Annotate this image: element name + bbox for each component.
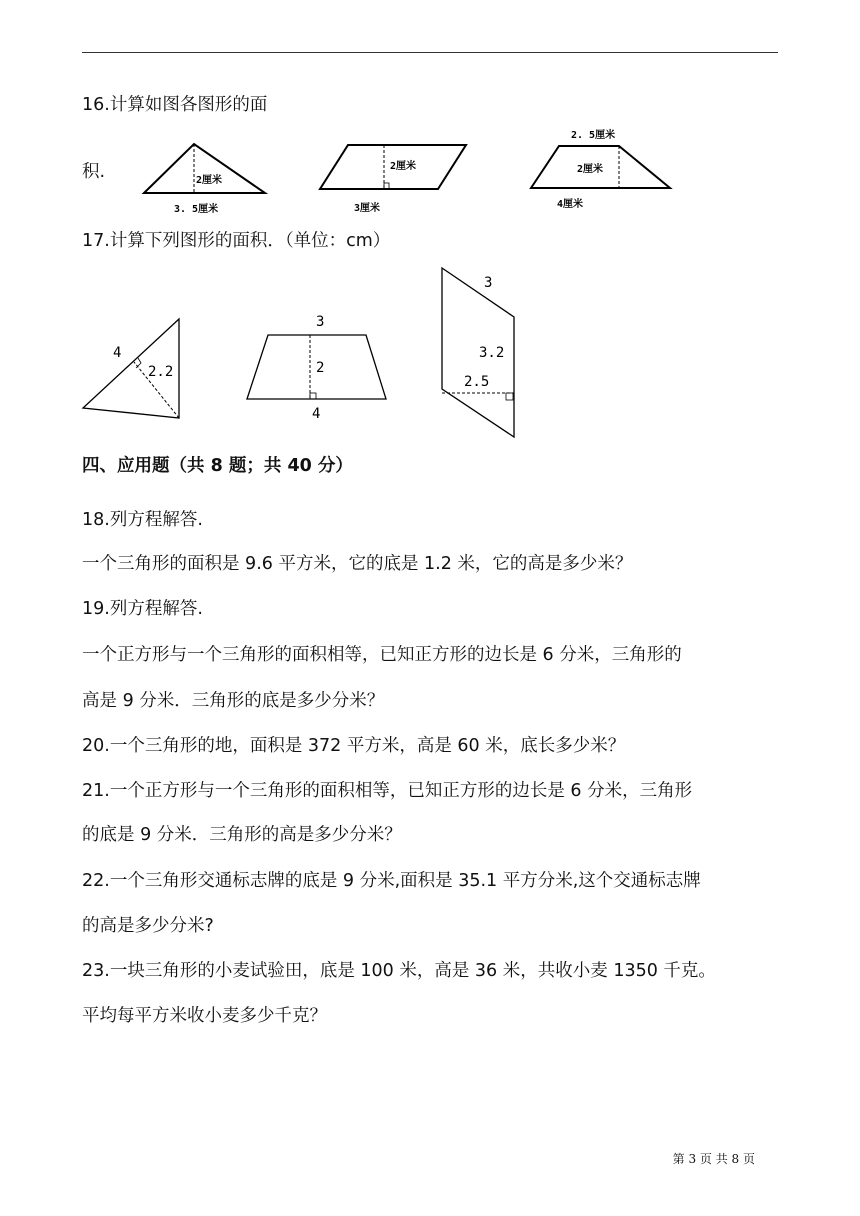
q21-line1: 21.一个正方形与一个三角形的面积相等，已知正方形的边长是 6 分米，三角形	[82, 781, 693, 801]
q20-text: 20.一个三角形的地，面积是 372 平方米，高是 60 米，底长多少米？	[82, 736, 626, 756]
q17-parallelogram-figure	[436, 262, 521, 442]
q19-body-line2: 高是 9 分米．三角形的底是多少分米？	[82, 691, 385, 711]
q16-trap-top-label: 2. 5厘米	[571, 130, 616, 141]
q17-triangle-figure	[78, 312, 186, 420]
q21-line2: 的底是 9 分米．三角形的高是多少分米？	[82, 825, 402, 845]
q17-para-top-label: 3	[484, 275, 493, 291]
q16-trap-bottom-label: 4厘米	[557, 199, 584, 210]
q17-trap-height-label: 2	[316, 360, 325, 376]
q19-title: 19.列方程解答.	[82, 599, 203, 619]
q17-trapezoid-figure	[240, 310, 392, 425]
q16-parallelogram-figure	[314, 138, 474, 216]
q16-triangle-figure	[138, 138, 273, 216]
q22-line2: 的高是多少分米?	[82, 916, 214, 936]
page-footer: 第 3 页 共 8 页	[672, 1152, 755, 1166]
q16-text-line1: 16.计算如图各图形的面	[82, 95, 268, 115]
q23-line1: 23.一块三角形的小麦试验田，底是 100 米，高是 36 米，共收小麦 1350 千克。	[82, 961, 716, 981]
section-4-heading: 四、应用题（共 8 题；共 40 分）	[82, 456, 353, 476]
q17-trap-bottom-label: 4	[312, 406, 321, 422]
q16-tri-base-label: 3. 5厘米	[174, 204, 219, 215]
q18-body: 一个三角形的面积是 9.6 平方米，它的底是 1.2 米，它的高是多少米？	[82, 554, 633, 574]
q22-line1: 22.一个三角形交通标志牌的底是 9 分米,面积是 35.1 平方分米,这个交通标志牌	[82, 871, 701, 891]
q16-para-base-label: 3厘米	[354, 203, 381, 214]
q18-title: 18.列方程解答.	[82, 510, 203, 530]
q17-para-base-label: 2.5	[464, 374, 490, 390]
q23-line2: 平均每平方米收小麦多少千克？	[82, 1006, 327, 1026]
q19-body-line1: 一个正方形与一个三角形的面积相等，已知正方形的边长是 6 分米，三角形的	[82, 645, 682, 665]
q17-tri-height-label: 2.2	[148, 364, 174, 380]
q16-para-height-label: 2厘米	[390, 161, 417, 172]
q16-trap-height-label: 2厘米	[577, 164, 604, 175]
q17-text: 17.计算下列图形的面积．（单位：cm）	[82, 231, 391, 251]
header-rule	[82, 52, 778, 53]
q16-text-line2: 积.	[82, 162, 106, 182]
q17-para-height-label: 3.2	[479, 345, 505, 361]
q16-trapezoid-figure	[525, 122, 680, 214]
q16-tri-height-label: 2厘米	[196, 175, 223, 186]
q17-trap-top-label: 3	[316, 314, 325, 330]
q17-tri-side-label: 4	[113, 345, 122, 361]
